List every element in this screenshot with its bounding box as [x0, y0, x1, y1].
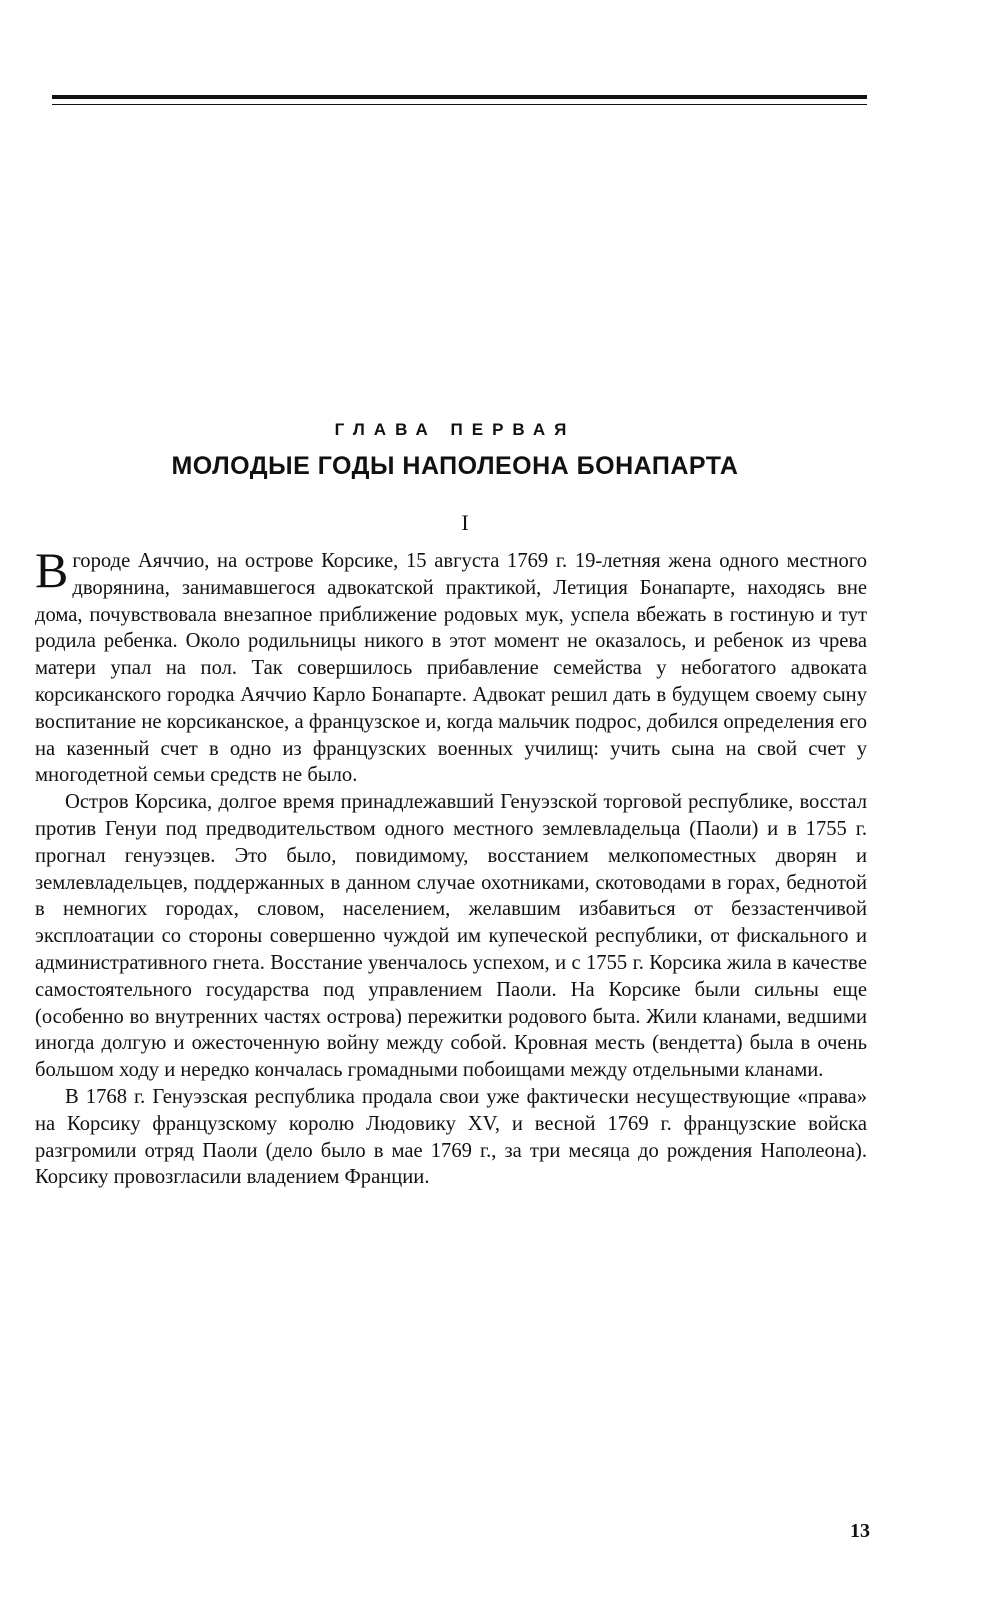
body-text — [35, 542, 867, 1191]
paragraph-2: Остров Корсика, долгое время принадлежавший Генуэзской торговой республике, восстал против Генуи под предводительством одного местного землевладельца (Паоли) и в 1755 г. прогнал генуэзцев. Это было, повидимому, восстанием мелкопоместных дворян и землевладельцев, поддержанных в данном случае охотниками, скотоводами в горах, беднотой в немногих городах, словом, населением, желавшим избавиться от беззастенчивой эксплоатации со стороны совершенно чуждой им купеческой республики, от фискального и административного гнета. Восстание увенчалось успехом, и с 1755 г. Корсика жила в качестве самостоятельного государства под управлением Паоли. На Корсике были сильны еще (особенно во внутренних частях острова) пережитки родового быта. Жили кланами, ведшими иногда долгую и ожесточенную войну между собой. Кровная месть (вендетта) была в очень большом ходу и нередко кончалась громадными побоищами между отдельными кланами. — [35, 791, 867, 1082]
page-number: 13 — [850, 1520, 870, 1542]
paragraph-1 — [35, 542, 867, 789]
paragraph-3: В 1768 г. Генуэзская республика продала свои уже фактически несуществующие «права» на Корсику французскому королю Людовику XV, и весной 1769 г. французские войска разгромили отряд Паоли (дело было в мае 1769 г., за три месяца до рождения Наполеона). Корсику провозгласили владением Франции. — [35, 1085, 867, 1189]
chapter-label: ГЛАВА ПЕРВАЯ — [334, 420, 576, 439]
paragraph-1-text: городе Аяччио, на острове Корсике, 15 августа 1769 г. 19-летняя жена одного местного дворянина, занимавшегося адвокатской практикой, Летиция Бонапарте, находясь вне дома, почувствовала внезапное приближение родовых мук, успела вбежать в гостиную и тут родила ребенка. Около родильницы никого в этот момент не оказалось, и ребенок из чрева матери упал на пол. Так совершилось прибавление семейства у небогатого адвоката корсиканского городка Аяччио Карло Бонапарте. Адвокат решил дать в будущем своему сыну воспитание не корсиканское, а французское и, когда мальчик подрос, добился определения его на казенный счет в одно из французских военных училищ: учить сына на свой счет у многодетной семьи средств не было. — [35, 550, 867, 787]
dropcap: В — [35, 542, 69, 598]
section-number: I — [461, 510, 469, 535]
header-rule-thick — [52, 95, 867, 99]
header-rule-thin — [52, 104, 867, 105]
chapter-title: МОЛОДЫЕ ГОДЫ НАПОЛЕОНА БОНАПАРТА — [171, 452, 739, 480]
